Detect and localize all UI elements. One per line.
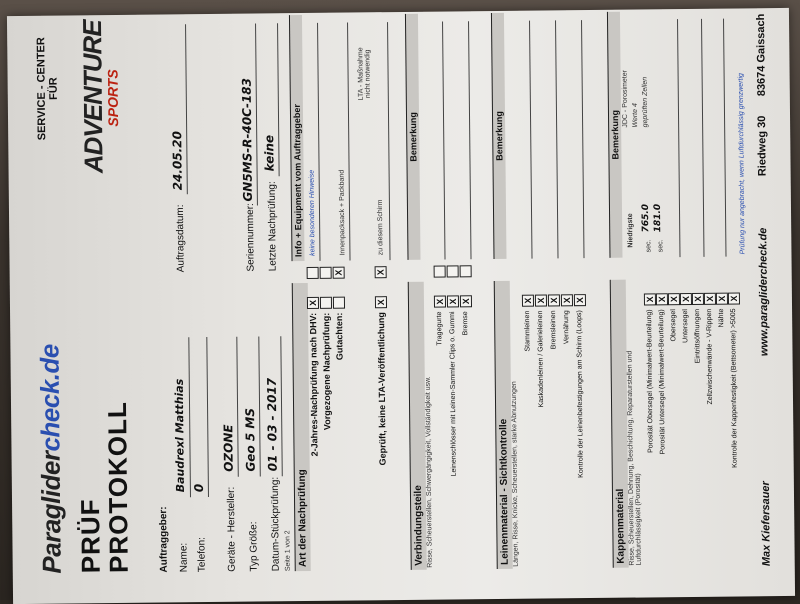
art-row-2: Vorgezogene Nachprüfung: bbox=[321, 312, 333, 431]
form-content bbox=[7, 8, 795, 604]
info-line-3 bbox=[387, 22, 390, 260]
verbindung-cb-1[interactable]: X bbox=[434, 296, 446, 308]
hersteller-label: Geräte - Hersteller: bbox=[225, 486, 238, 572]
verbindung-cb-3[interactable]: X bbox=[460, 295, 472, 307]
seriennummer-underline bbox=[255, 24, 258, 206]
verbindung-cb-2[interactable]: X bbox=[447, 295, 459, 307]
geprueft-label: geprüften Zellen bbox=[641, 76, 650, 128]
footer-name: Max Kiefersauer bbox=[759, 481, 773, 567]
datum-value: 01 - 03 - 2017 bbox=[264, 377, 280, 472]
leinen-line-2 bbox=[555, 20, 558, 258]
typ-value: Geo 5 MS bbox=[243, 407, 258, 472]
hersteller-value: OZONE bbox=[221, 424, 236, 472]
kappen-bemerkung: Bemerkung bbox=[607, 12, 623, 258]
art-checkbox-1[interactable]: X bbox=[307, 297, 319, 309]
kappen-cb-7[interactable]: X bbox=[716, 293, 728, 305]
footer-city: 83674 Gaissach bbox=[754, 13, 768, 97]
info-item-2: zu diesem Schirm bbox=[376, 199, 385, 256]
art-extra-checkbox-3[interactable]: X bbox=[333, 267, 345, 279]
sec-label-2: sec. bbox=[657, 239, 665, 253]
datum-underline bbox=[280, 336, 282, 476]
leinen-row-3: Bremsleinen bbox=[550, 310, 558, 350]
footer-street: Riedweg 30 bbox=[756, 115, 769, 177]
name-label: Name: bbox=[178, 542, 190, 573]
porosity-value-1: 765.0 bbox=[640, 203, 652, 233]
leinen-cb-5[interactable]: X bbox=[574, 294, 586, 306]
footer-url[interactable]: www.paraglidercheck.de bbox=[757, 227, 771, 357]
verbindung-cb-minus-1[interactable] bbox=[434, 266, 446, 278]
kappen-cb-5[interactable]: X bbox=[692, 293, 704, 305]
info-item-1: Innenpacksack + Packband bbox=[338, 169, 347, 256]
leinen-bemerkung: Bemerkung bbox=[491, 13, 507, 259]
verbindung-cb-minus-3[interactable] bbox=[460, 265, 472, 277]
leinen-cb-4[interactable]: X bbox=[561, 294, 573, 306]
kappen-row-5: Eintrittsöffnungen bbox=[694, 308, 702, 364]
leinen-row-1: Stammleinen bbox=[524, 310, 532, 352]
auftragsdatum-value: 24.05.20 bbox=[170, 131, 185, 191]
leinen-cb-3[interactable]: X bbox=[548, 294, 560, 306]
verbindung-cb-minus-2[interactable] bbox=[447, 265, 459, 277]
paper-sheet bbox=[7, 8, 795, 604]
verbindung-head: Verbindungsteile bbox=[408, 282, 427, 570]
seriennummer-label: Seriennummer: bbox=[244, 203, 257, 272]
leinen-line-3 bbox=[581, 20, 584, 258]
kappen-cb-3[interactable]: X bbox=[668, 293, 680, 305]
paraglidercheck-logo: Paraglidercheck.de bbox=[34, 344, 67, 574]
kappen-row-6: Zellzwischenwände - V-Rippen bbox=[706, 308, 715, 405]
verbindung-row-2: Leinenschlösser mit Leinen-Sammler Clips o. Gummi bbox=[449, 311, 458, 477]
seite-label: Seite 1 von 2 bbox=[284, 530, 292, 572]
leinen-cb-1[interactable]: X bbox=[522, 295, 534, 307]
verbindung-line-1 bbox=[442, 22, 445, 260]
porosity-value-2: 181.0 bbox=[652, 203, 664, 233]
info-line-1 bbox=[317, 23, 320, 261]
kappen-row-4: Untersegel bbox=[682, 308, 690, 343]
kappen-row-1: Porosität Obersegel (Minimalwert-Beurteilung) bbox=[646, 309, 655, 453]
art-checkbox-2[interactable] bbox=[320, 297, 332, 309]
sec-label-1: sec. bbox=[645, 239, 653, 253]
letzte-underline bbox=[277, 23, 280, 176]
page-title: PRÜF PROTOKOLL bbox=[74, 401, 134, 574]
leinen-head: Leinenmaterial - Sichtkontrolle bbox=[494, 281, 513, 569]
lta-checkbox[interactable]: X bbox=[375, 296, 387, 308]
jdc-label: JDC - Porosimeter bbox=[621, 70, 630, 128]
verbindung-line-2 bbox=[468, 21, 471, 259]
art-extra-checkbox-1[interactable] bbox=[307, 267, 319, 279]
leinen-sub: Längen, Risse, Knicke, Scheuerstellen, starke Abnutzungen bbox=[510, 381, 520, 567]
verbindung-bemerkung: Bemerkung bbox=[405, 14, 421, 260]
telefon-value: 0 bbox=[191, 483, 206, 493]
verbindung-row-1: Tragegurte bbox=[436, 311, 444, 346]
info-head: Info + Equipment vom Auftraggeber bbox=[289, 15, 305, 261]
verbindung-row-3: Bremse bbox=[462, 311, 470, 336]
kappen-line-1 bbox=[677, 19, 680, 257]
hersteller-underline bbox=[236, 337, 238, 477]
typ-label: Typ Größe: bbox=[248, 521, 260, 572]
niedrigste-label: Niedrigste bbox=[627, 213, 635, 248]
letzte-value: keine bbox=[262, 134, 277, 172]
info-line-2 bbox=[347, 23, 350, 261]
art-extra-checkbox-2[interactable] bbox=[320, 267, 332, 279]
typ-underline bbox=[258, 336, 260, 476]
art-checkbox-3[interactable] bbox=[333, 297, 345, 309]
art-row-1: 2-Jahres-Nachprüfung nach DHV: bbox=[308, 312, 320, 457]
name-value: Baudrexl Matthias bbox=[172, 378, 187, 493]
kappen-cb-4[interactable]: X bbox=[680, 293, 692, 305]
art-row-3: Gutachten: bbox=[334, 312, 345, 361]
name-underline bbox=[188, 337, 191, 497]
kappen-cb-1[interactable]: X bbox=[644, 293, 656, 305]
telefon-label: Telefon: bbox=[196, 537, 208, 573]
verbindung-sub: Risse, Scheuerstellen, Schwergängigkeit, Vollständigkeit usw. bbox=[424, 376, 434, 568]
lta-extra-checkbox[interactable]: X bbox=[375, 266, 387, 278]
art-section-head: Art der Nachprüfung bbox=[292, 283, 311, 571]
kappen-row-3: Obersegel bbox=[670, 309, 678, 342]
kappen-row-8: Kontrolle der Kappenfestigkeit (Bettsometer) >5005 bbox=[730, 308, 739, 468]
leinen-cb-2[interactable]: X bbox=[535, 294, 547, 306]
leinen-row-2: Kaskadenleinen / Galerieleinen bbox=[537, 310, 546, 408]
kappen-row-7: Nähte bbox=[718, 308, 726, 328]
kappen-sub: Risse, Scheuerstellen, Dehnung, Beschichtung, Reparaturstellen und Luftdurchlässigkeit (Porosität) bbox=[626, 350, 643, 566]
kappen-row-2: Porosität Untersegel (Minimalwert-Beurteilung) bbox=[658, 309, 667, 455]
kappen-line-2 bbox=[701, 19, 704, 257]
info-note: keine besonderen Hinweise bbox=[308, 169, 317, 256]
letzte-label: Letzte Nachprüfung: bbox=[266, 181, 279, 272]
auftraggeber-label: Auftraggeber: bbox=[158, 506, 170, 573]
kappen-cb-8[interactable]: X bbox=[728, 292, 740, 304]
datum-label: Datum-Stückprüfung: bbox=[269, 476, 282, 572]
leinen-row-5: Kontrolle der Leinenbefestigungen am Schirm (Loops) bbox=[576, 310, 585, 478]
werte-label: Werte 4 bbox=[631, 103, 640, 128]
leinen-line-1 bbox=[529, 21, 532, 259]
kappen-line-3 bbox=[723, 19, 726, 257]
leinen-row-4: Vernähung bbox=[563, 310, 571, 345]
kappen-cb-6[interactable]: X bbox=[704, 293, 716, 305]
pruefung-note: Prüfung nur angebracht, wenn Luftdurchlässig grenzwertig bbox=[737, 73, 747, 255]
lta-note: LTA - Maßnahme nicht notwendig bbox=[357, 47, 372, 101]
kappen-head: Kappenmaterial bbox=[610, 280, 629, 568]
adventure-sports-logo: ADVENTURE SPORTS bbox=[76, 20, 122, 174]
lta-row: Geprüft, keine LTA-Veröffentlichung bbox=[376, 312, 388, 466]
kappen-cb-2[interactable]: X bbox=[656, 293, 668, 305]
service-center-label: SERVICE - CENTER FÜR bbox=[35, 37, 60, 141]
seriennummer-value: GN5MS-R-40C-183 bbox=[239, 77, 255, 202]
telefon-underline bbox=[206, 337, 209, 497]
auftragsdatum-underline bbox=[185, 24, 188, 194]
auftragsdatum-label: Auftragsdatum: bbox=[174, 204, 187, 273]
